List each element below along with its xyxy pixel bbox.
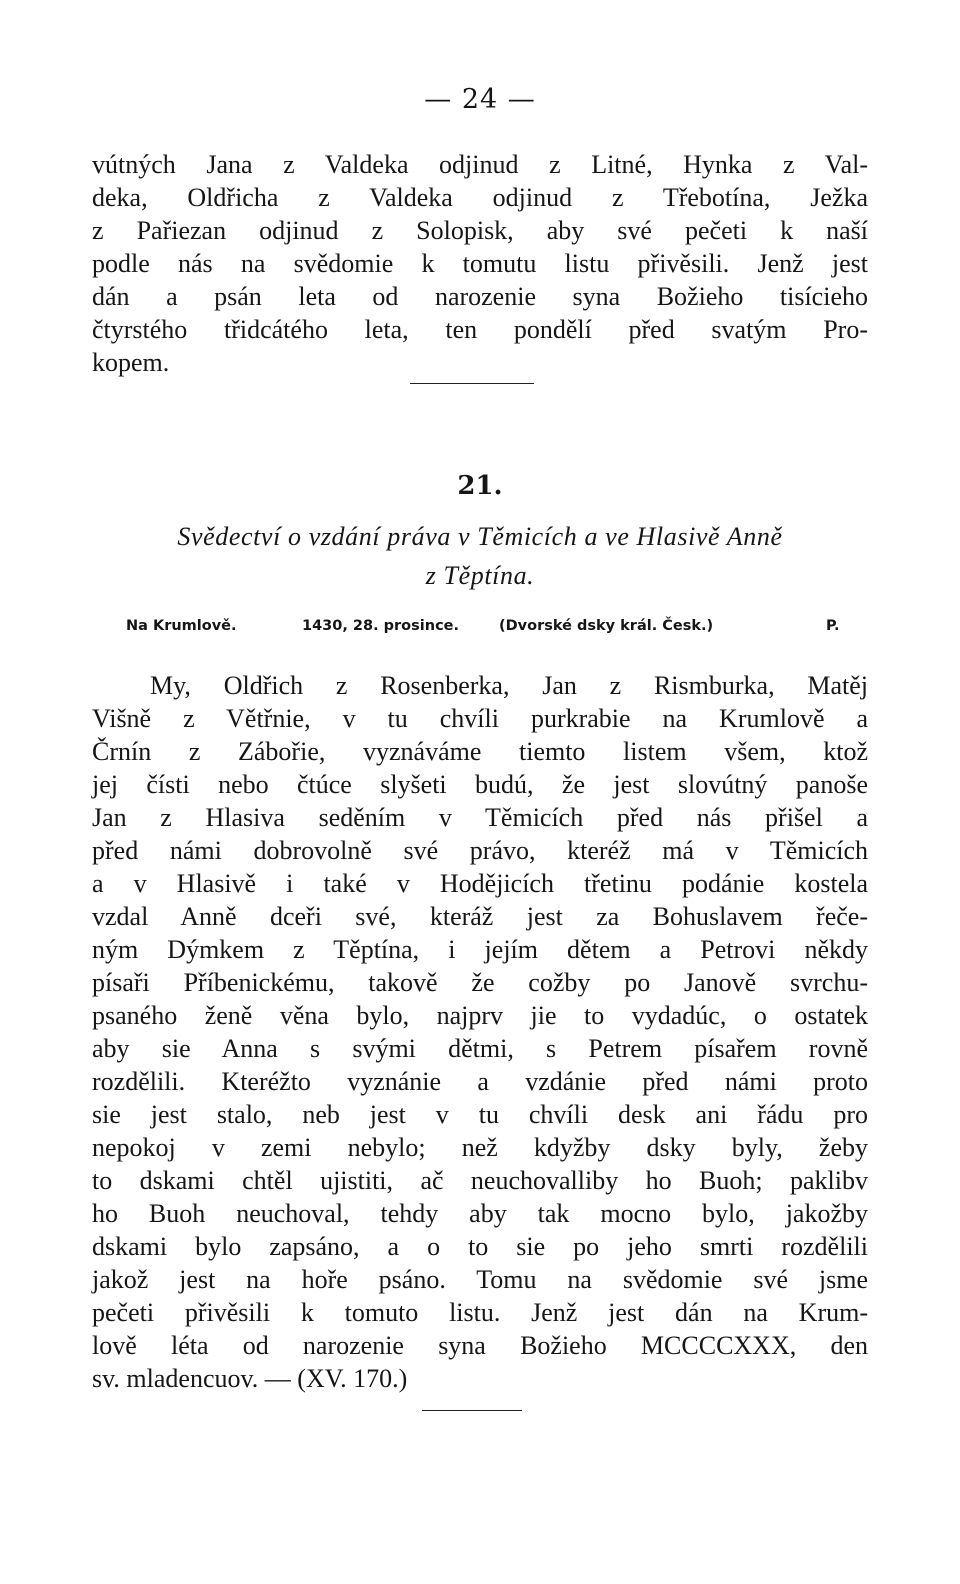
- text-line: před námi dobrovolně své právo, kteréž má v Těmicích: [92, 836, 868, 865]
- text-line: aby sie Anna s svými dětmi, s Petrem písařem rovně: [92, 1034, 868, 1063]
- section-divider: [422, 1410, 522, 1411]
- text-line: ho Buoh neuchoval, tehdy aby tak mocno bylo, jakožby: [92, 1199, 868, 1228]
- text-line: psaného ženě věna bylo, najprv jie to vydadúc, o ostatek: [92, 1001, 868, 1030]
- document-page: [92, 0, 868, 1584]
- text-line: ným Dýmkem z Těptína, i jejím dětem a Petrovi někdy: [92, 935, 868, 964]
- source-mark: P.: [826, 618, 840, 634]
- continuation-paragraph: [92, 148, 868, 379]
- text-line: deka, Oldřicha z Valdeka odjinud z Třebotína, Ježka: [92, 183, 868, 212]
- document-title-line-1: Svědectví o vzdání práva v Těmicích a ve Hlasivě Anně: [177, 522, 783, 551]
- text-line: čtyrstého třidcátého leta, ten pondělí před svatým Pro-: [92, 315, 868, 344]
- text-line: vútných Jana z Valdeka odjinud z Litné, Hynka z Val-: [92, 150, 868, 179]
- text-line: sv. mladencuov. — (XV. 170.): [92, 1364, 408, 1393]
- page-number: — 24 —: [424, 84, 536, 115]
- document-title-line-2: z Těptína.: [425, 561, 535, 590]
- text-line: jej čísti nebo čtúce slyšeti budú, že jest slovútný panoše: [92, 770, 868, 799]
- text-line: pečeti přivěsili k tomuto listu. Jenž jest dán na Krum-: [92, 1298, 868, 1327]
- section-divider: [410, 383, 534, 384]
- text-line: podle nás na svědomie k tomutu listu přivěsili. Jenž jest: [92, 249, 868, 278]
- text-line: lově léta od narozenie syna Božieho MCCCCXXX, den: [92, 1331, 868, 1360]
- source-date: 1430, 28. prosince.: [302, 618, 460, 634]
- text-line: rozdělili. Kteréžto vyznánie a vzdánie před námi proto: [92, 1067, 868, 1096]
- document-number: 21.: [457, 471, 503, 501]
- text-line: a v Hlasivě i také v Hodějicích třetinu podánie kostela: [92, 869, 868, 898]
- text-line: vzdal Anně dceři své, kteráž jest za Bohuslavem řeče-: [92, 902, 868, 931]
- text-line: nepokoj v zemi nebylo; než kdyžby dsky byly, žeby: [92, 1133, 868, 1162]
- source-reference: (Dvorské dsky král. Česk.): [499, 618, 714, 634]
- text-line: kopem.: [92, 348, 170, 377]
- text-line: My, Oldřich z Rosenberka, Jan z Rismburka, Matěj: [150, 671, 868, 700]
- body-paragraph: [92, 669, 868, 1395]
- text-line: Jan z Hlasiva seděním v Těmicích před nás přišel a: [92, 803, 868, 832]
- text-line: dskami bylo zapsáno, a o to sie po jeho smrti rozdělili: [92, 1232, 868, 1261]
- text-line: dán a psán leta od narozenie syna Božieho tisícieho: [92, 282, 868, 311]
- text-line: z Pařiezan odjinud z Solopisk, aby své pečeti k naší: [92, 216, 868, 245]
- text-line: jakož jest na hoře psáno. Tomu na svědomie své jsme: [92, 1265, 868, 1294]
- text-line: to dskami chtěl ujistiti, ač neuchovalliby ho Buoh; paklibv: [92, 1166, 868, 1195]
- text-line: písaři Příbenickému, takově že cožby po Janově svrchu-: [92, 968, 868, 997]
- text-line: sie jest stalo, neb jest v tu chvíli desk ani řádu pro: [92, 1100, 868, 1129]
- text-line: Črnín z Zábořie, vyznáváme tiemto listem všem, ktož: [92, 737, 868, 766]
- source-place: Na Krumlově.: [126, 618, 237, 634]
- text-line: Višně z Větřnie, v tu chvíli purkrabie na Krumlově a: [92, 704, 868, 733]
